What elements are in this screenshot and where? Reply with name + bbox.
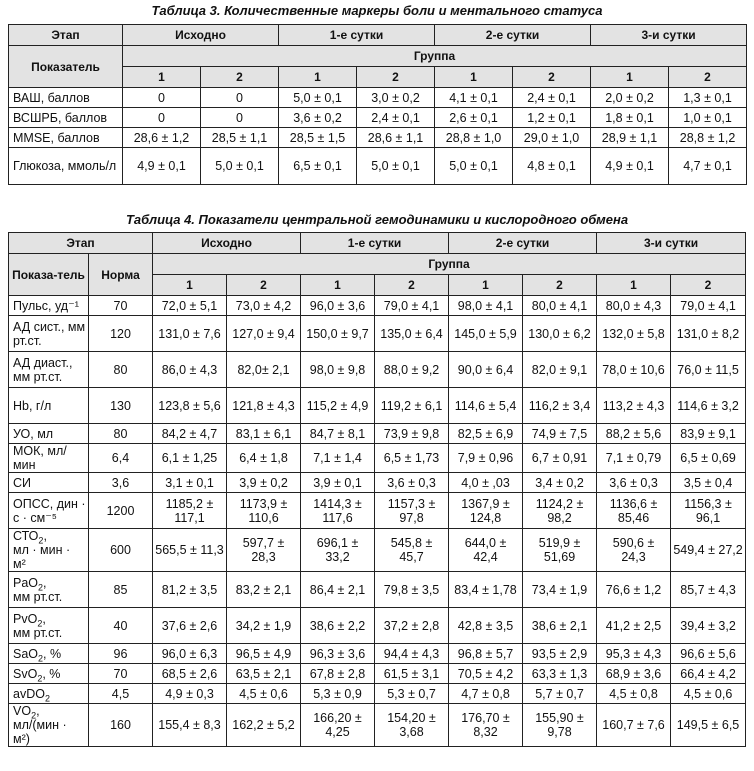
value-cell: 63,3 ± 1,3 (523, 664, 597, 684)
value-cell: 1414,3 ± 117,6 (301, 493, 375, 529)
value-cell: 0 (201, 108, 279, 128)
value-cell: 63,5 ± 2,1 (227, 664, 301, 684)
value-cell: 6,1 ± 1,25 (153, 444, 227, 473)
value-cell: 3,6 ± 0,3 (597, 473, 671, 493)
group-header: Группа (153, 254, 746, 275)
value-cell: 127,0 ± 9,4 (227, 316, 301, 352)
value-cell: 0 (201, 88, 279, 108)
value-cell: 7,1 ± 0,79 (597, 444, 671, 473)
value-cell: 93,5 ± 2,9 (523, 644, 597, 664)
value-cell: 39,4 ± 3,2 (671, 608, 746, 644)
norm-cell: 6,4 (89, 444, 153, 473)
stage-baseline: Исходно (123, 25, 279, 46)
value-cell: 83,2 ± 2,1 (227, 572, 301, 608)
value-cell: 1185,2 ± 117,1 (153, 493, 227, 529)
value-cell: 28,8 ± 1,2 (669, 128, 747, 148)
norm-cell: 40 (89, 608, 153, 644)
table-row (9, 664, 746, 684)
table-row (9, 529, 746, 572)
table-row (9, 88, 747, 108)
value-cell: 5,3 ± 0,9 (301, 684, 375, 704)
value-cell: 83,1 ± 6,1 (227, 424, 301, 444)
value-cell: 1,3 ± 0,1 (669, 88, 747, 108)
row-label: УО, мл (9, 424, 89, 444)
row-label (9, 664, 89, 684)
value-cell: 176,70 ± 8,32 (449, 704, 523, 747)
value-cell: 6,5 ± 0,1 (279, 148, 357, 185)
value-cell: 80,0 ± 4,1 (523, 296, 597, 316)
value-cell: 28,5 ± 1,5 (279, 128, 357, 148)
value-cell: 7,9 ± 0,96 (449, 444, 523, 473)
value-cell: 70,5 ± 4,2 (449, 664, 523, 684)
value-cell: 131,0 ± 7,6 (153, 316, 227, 352)
table-row (9, 444, 746, 473)
value-cell: 61,5 ± 3,1 (375, 664, 449, 684)
value-cell: 1156,3 ± 96,1 (671, 493, 746, 529)
stage-day1: 1-е сутки (301, 233, 449, 254)
row-label: ВСШРБ, баллов (9, 108, 123, 128)
table-row (9, 473, 746, 493)
value-cell: 90,0 ± 6,4 (449, 352, 523, 388)
value-cell: 116,2 ± 3,4 (523, 388, 597, 424)
table3 (8, 24, 747, 185)
norm-cell: 600 (89, 529, 153, 572)
value-cell: 590,6 ± 24,3 (597, 529, 671, 572)
value-cell: 1124,2 ± 98,2 (523, 493, 597, 529)
value-cell: 131,0 ± 8,2 (671, 316, 746, 352)
value-cell: 4,5 ± 0,6 (671, 684, 746, 704)
indicator-header: Показа-тель (9, 254, 89, 296)
group-number: 2 (201, 67, 279, 88)
row-label (9, 684, 89, 704)
table-row (9, 316, 746, 352)
value-cell: 28,8 ± 1,0 (435, 128, 513, 148)
table-row (9, 388, 746, 424)
table-row (9, 572, 746, 608)
value-cell: 86,4 ± 2,1 (301, 572, 375, 608)
value-cell: 28,6 ± 1,1 (357, 128, 435, 148)
value-cell: 83,9 ± 9,1 (671, 424, 746, 444)
value-cell: 1367,9 ± 124,8 (449, 493, 523, 529)
row-label: АД сист., мм рт.ст. (9, 316, 89, 352)
table4-caption: Таблица 4. Показатели центральной гемодинамики и кислородного обмена (125, 212, 629, 227)
value-cell: 114,6 ± 3,2 (671, 388, 746, 424)
label-main: VO (13, 704, 32, 718)
value-cell: 73,9 ± 9,8 (375, 424, 449, 444)
row-label: ОПСС, дин · с · см⁻⁵ (9, 493, 89, 529)
value-cell: 68,5 ± 2,6 (153, 664, 227, 684)
indicator-header: Показатель (9, 46, 123, 88)
value-cell: 132,0 ± 5,8 (597, 316, 671, 352)
table-row (9, 108, 747, 128)
value-cell: 42,8 ± 3,5 (449, 608, 523, 644)
value-cell: 34,2 ± 1,9 (227, 608, 301, 644)
value-cell: 2,0 ± 0,2 (591, 88, 669, 108)
value-cell: 74,9 ± 7,5 (523, 424, 597, 444)
value-cell: 95,3 ± 4,3 (597, 644, 671, 664)
value-cell: 3,6 ± 0,2 (279, 108, 357, 128)
value-cell: 68,9 ± 3,6 (597, 664, 671, 684)
value-cell: 150,0 ± 9,7 (301, 316, 375, 352)
table-row (9, 608, 746, 644)
value-cell: 155,4 ± 8,3 (153, 704, 227, 747)
label-main: SaO (13, 646, 39, 661)
value-cell: 96,8 ± 5,7 (449, 644, 523, 664)
value-cell: 37,6 ± 2,6 (153, 608, 227, 644)
label-line2: мм рт.ст. (13, 589, 63, 604)
norm-cell: 130 (89, 388, 153, 424)
row-label (9, 529, 89, 572)
group-number: 2 (227, 275, 301, 296)
value-cell: 86,0 ± 4,3 (153, 352, 227, 388)
label-rest: , (43, 529, 47, 543)
value-cell: 76,6 ± 1,2 (597, 572, 671, 608)
value-cell: 98,0 ± 9,8 (301, 352, 375, 388)
norm-cell: 4,5 (89, 684, 153, 704)
table-row (9, 296, 746, 316)
value-cell: 166,20 ± 4,25 (301, 704, 375, 747)
group-number: 2 (357, 67, 435, 88)
group-number: 1 (449, 275, 523, 296)
value-cell: 4,5 ± 0,6 (227, 684, 301, 704)
value-cell: 38,6 ± 2,1 (523, 608, 597, 644)
value-cell: 5,0 ± 0,1 (357, 148, 435, 185)
value-cell: 79,0 ± 4,1 (671, 296, 746, 316)
value-cell: 5,0 ± 0,1 (435, 148, 513, 185)
table-row (9, 684, 746, 704)
group-number: 1 (123, 67, 201, 88)
label-sub: 2 (37, 618, 43, 628)
label-rest: , % (43, 646, 62, 661)
label-sub: 2 (31, 710, 37, 721)
value-cell: 28,9 ± 1,1 (591, 128, 669, 148)
table3-caption: Таблица 3. Количественные маркеры боли и ментального статуса (151, 3, 603, 18)
row-label (9, 704, 89, 747)
label-sub: 2 (38, 653, 44, 663)
value-cell: 0 (123, 88, 201, 108)
value-cell: 88,0 ± 9,2 (375, 352, 449, 388)
value-cell: 1,2 ± 0,1 (513, 108, 591, 128)
value-cell: 76,0 ± 11,5 (671, 352, 746, 388)
table-row (9, 704, 746, 747)
row-label (9, 644, 89, 664)
norm-cell: 96 (89, 644, 153, 664)
label-rest: , (43, 575, 47, 590)
table4 (8, 232, 746, 747)
value-cell: 135,0 ± 6,4 (375, 316, 449, 352)
value-cell: 2,4 ± 0,1 (513, 88, 591, 108)
value-cell: 696,1 ± 33,2 (301, 529, 375, 572)
value-cell: 85,7 ± 4,3 (671, 572, 746, 608)
row-label: Hb, г/л (9, 388, 89, 424)
label-main: PaO (13, 575, 39, 590)
label-sub: 2 (38, 535, 44, 546)
label-sub: 2 (44, 693, 50, 703)
row-label: MMSE, баллов (9, 128, 123, 148)
value-cell: 3,4 ± 0,2 (523, 473, 597, 493)
stage-day1: 1-е сутки (279, 25, 435, 46)
value-cell: 565,5 ± 11,3 (153, 529, 227, 572)
value-cell: 79,8 ± 3,5 (375, 572, 449, 608)
row-label: АД диаст., мм рт.ст. (9, 352, 89, 388)
value-cell: 549,4 ± 27,2 (671, 529, 746, 572)
value-cell: 155,90 ± 9,78 (523, 704, 597, 747)
norm-cell: 80 (89, 424, 153, 444)
value-cell: 3,9 ± 0,2 (227, 473, 301, 493)
value-cell: 3,5 ± 0,4 (671, 473, 746, 493)
row-label: Глюкоза, ммоль/л (9, 148, 123, 185)
label-main: SvO (13, 666, 38, 681)
norm-cell: 160 (89, 704, 153, 747)
value-cell: 38,6 ± 2,2 (301, 608, 375, 644)
value-cell: 98,0 ± 4,1 (449, 296, 523, 316)
stage-day3: 3-и сутки (591, 25, 747, 46)
value-cell: 7,1 ± 1,4 (301, 444, 375, 473)
value-cell: 6,5 ± 1,73 (375, 444, 449, 473)
value-cell: 83,4 ± 1,78 (449, 572, 523, 608)
norm-header: Норма (89, 254, 153, 296)
value-cell: 4,7 ± 0,8 (449, 684, 523, 704)
value-cell: 96,0 ± 3,6 (301, 296, 375, 316)
value-cell: 82,5 ± 6,9 (449, 424, 523, 444)
value-cell: 1173,9 ± 110,6 (227, 493, 301, 529)
norm-cell: 80 (89, 352, 153, 388)
value-cell: 73,4 ± 1,9 (523, 572, 597, 608)
value-cell: 66,4 ± 4,2 (671, 664, 746, 684)
value-cell: 5,0 ± 0,1 (279, 88, 357, 108)
label-sub: 2 (38, 582, 44, 592)
value-cell: 6,5 ± 0,69 (671, 444, 746, 473)
value-cell: 0 (123, 108, 201, 128)
value-cell: 96,3 ± 3,6 (301, 644, 375, 664)
value-cell: 5,3 ± 0,7 (375, 684, 449, 704)
value-cell: 545,8 ± 45,7 (375, 529, 449, 572)
label-main: СТО (13, 529, 39, 543)
row-label: СИ (9, 473, 89, 493)
value-cell: 4,9 ± 0,3 (153, 684, 227, 704)
value-cell: 3,6 ± 0,3 (375, 473, 449, 493)
value-cell: 4,1 ± 0,1 (435, 88, 513, 108)
group-header: Группа (123, 46, 747, 67)
group-number: 1 (153, 275, 227, 296)
value-cell: 96,5 ± 4,9 (227, 644, 301, 664)
value-cell: 28,5 ± 1,1 (201, 128, 279, 148)
row-label: Пульс, уд⁻¹ (9, 296, 89, 316)
stage-day2: 2-е сутки (435, 25, 591, 46)
value-cell: 81,2 ± 3,5 (153, 572, 227, 608)
value-cell: 84,2 ± 4,7 (153, 424, 227, 444)
norm-cell: 70 (89, 296, 153, 316)
norm-cell: 3,6 (89, 473, 153, 493)
value-cell: 4,9 ± 0,1 (123, 148, 201, 185)
label-line2: мм рт.ст. (13, 625, 63, 640)
value-cell: 4,0 ± ,03 (449, 473, 523, 493)
value-cell: 154,20 ± 3,68 (375, 704, 449, 747)
group-number: 2 (375, 275, 449, 296)
norm-cell: 1200 (89, 493, 153, 529)
value-cell: 72,0 ± 5,1 (153, 296, 227, 316)
group-number: 2 (523, 275, 597, 296)
value-cell: 82,0 ± 9,1 (523, 352, 597, 388)
label-main: PvO (13, 611, 38, 626)
value-cell: 41,2 ± 2,5 (597, 608, 671, 644)
label-main: avDO (13, 686, 45, 701)
value-cell: 94,4 ± 4,3 (375, 644, 449, 664)
value-cell: 115,2 ± 4,9 (301, 388, 375, 424)
value-cell: 1,8 ± 0,1 (591, 108, 669, 128)
table-row (9, 148, 747, 185)
value-cell: 29,0 ± 1,0 (513, 128, 591, 148)
value-cell: 2,4 ± 0,1 (357, 108, 435, 128)
value-cell: 96,0 ± 6,3 (153, 644, 227, 664)
value-cell: 1157,3 ± 97,8 (375, 493, 449, 529)
value-cell: 88,2 ± 5,6 (597, 424, 671, 444)
value-cell: 3,9 ± 0,1 (301, 473, 375, 493)
value-cell: 3,0 ± 0,2 (357, 88, 435, 108)
table-row (9, 128, 747, 148)
group-number: 1 (597, 275, 671, 296)
value-cell: 67,8 ± 2,8 (301, 664, 375, 684)
norm-cell: 85 (89, 572, 153, 608)
stage-day3: 3-и сутки (597, 233, 746, 254)
group-number: 1 (301, 275, 375, 296)
value-cell: 84,7 ± 8,1 (301, 424, 375, 444)
value-cell: 6,7 ± 0,91 (523, 444, 597, 473)
stage-header: Этап (9, 233, 153, 254)
value-cell: 4,9 ± 0,1 (591, 148, 669, 185)
label-sub: 2 (37, 673, 43, 683)
value-cell: 644,0 ± 42,4 (449, 529, 523, 572)
label-rest: , (36, 704, 40, 718)
group-number: 2 (669, 67, 747, 88)
table-row (9, 644, 746, 664)
value-cell: 113,2 ± 4,3 (597, 388, 671, 424)
group-number: 1 (279, 67, 357, 88)
value-cell: 1136,6 ± 85,46 (597, 493, 671, 529)
value-cell: 5,7 ± 0,7 (523, 684, 597, 704)
value-cell: 114,6 ± 5,4 (449, 388, 523, 424)
group-number: 1 (435, 67, 513, 88)
value-cell: 82,0± 2,1 (227, 352, 301, 388)
value-cell: 6,4 ± 1,8 (227, 444, 301, 473)
value-cell: 160,7 ± 7,6 (597, 704, 671, 747)
table-row (9, 424, 746, 444)
value-cell: 145,0 ± 5,9 (449, 316, 523, 352)
group-number: 2 (671, 275, 746, 296)
value-cell: 519,9 ± 51,69 (523, 529, 597, 572)
value-cell: 28,6 ± 1,2 (123, 128, 201, 148)
group-number: 1 (591, 67, 669, 88)
norm-cell: 120 (89, 316, 153, 352)
label-line2: мл · мин · м² (13, 543, 71, 571)
label-rest: , (42, 611, 46, 626)
row-label (9, 572, 89, 608)
value-cell: 4,8 ± 0,1 (513, 148, 591, 185)
row-label: ВАШ, баллов (9, 88, 123, 108)
value-cell: 149,5 ± 6,5 (671, 704, 746, 747)
value-cell: 3,1 ± 0,1 (153, 473, 227, 493)
group-number: 2 (513, 67, 591, 88)
label-line2: мл/(мин · м²) (13, 718, 67, 746)
value-cell: 96,6 ± 5,6 (671, 644, 746, 664)
value-cell: 79,0 ± 4,1 (375, 296, 449, 316)
stage-day2: 2-е сутки (449, 233, 597, 254)
value-cell: 597,7 ± 28,3 (227, 529, 301, 572)
table-row (9, 493, 746, 529)
value-cell: 4,5 ± 0,8 (597, 684, 671, 704)
value-cell: 78,0 ± 10,6 (597, 352, 671, 388)
value-cell: 162,2 ± 5,2 (227, 704, 301, 747)
value-cell: 130,0 ± 6,2 (523, 316, 597, 352)
table-row (9, 352, 746, 388)
value-cell: 121,8 ± 4,3 (227, 388, 301, 424)
stage-baseline: Исходно (153, 233, 301, 254)
value-cell: 73,0 ± 4,2 (227, 296, 301, 316)
value-cell: 4,7 ± 0,1 (669, 148, 747, 185)
row-label: МОК, мл/мин (9, 444, 89, 473)
value-cell: 2,6 ± 0,1 (435, 108, 513, 128)
row-label (9, 608, 89, 644)
norm-cell: 70 (89, 664, 153, 684)
value-cell: 37,2 ± 2,8 (375, 608, 449, 644)
value-cell: 119,2 ± 6,1 (375, 388, 449, 424)
stage-header: Этап (9, 25, 123, 46)
value-cell: 5,0 ± 0,1 (201, 148, 279, 185)
value-cell: 80,0 ± 4,3 (597, 296, 671, 316)
label-rest: , % (42, 666, 61, 681)
value-cell: 123,8 ± 5,6 (153, 388, 227, 424)
value-cell: 1,0 ± 0,1 (669, 108, 747, 128)
